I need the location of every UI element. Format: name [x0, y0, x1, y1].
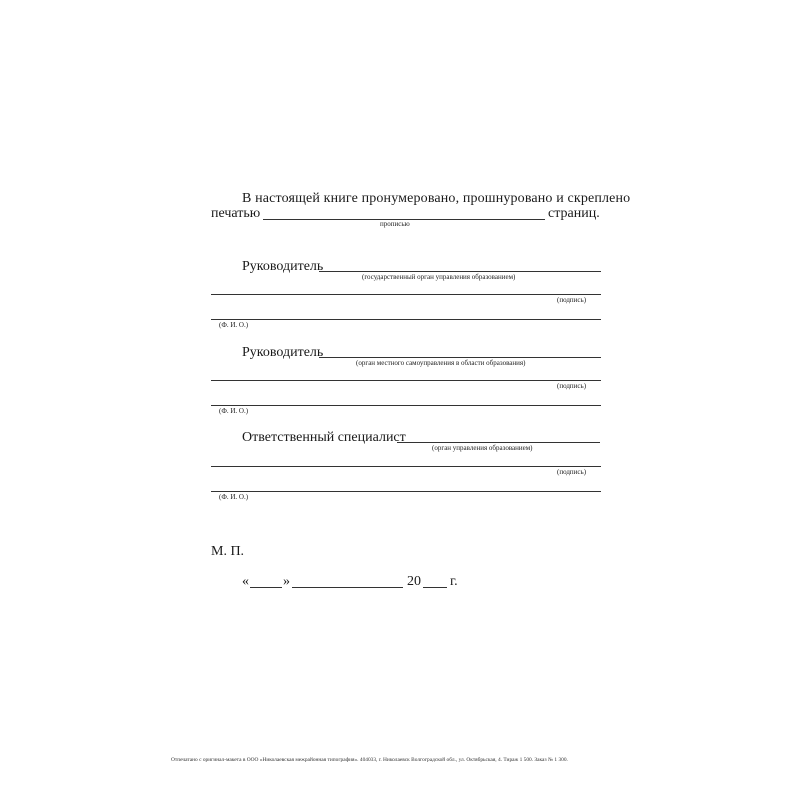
section-1-sign-line [211, 294, 601, 295]
section-1-fio-caption: (Ф. И. О.) [219, 321, 249, 329]
section-1-role: Руководитель [242, 259, 324, 274]
intro-line-2-end: страниц. [548, 206, 600, 221]
section-1-sign-caption: (подпись) [557, 296, 587, 304]
date-year-prefix: 20 [407, 574, 421, 589]
footer-imprint: Отпечатано с оригинал-макета в ООО «Николаевская межрайонная типография». 404033, г. Николаевск Волгоградской обл., ул. Октябрьская, 4. Тираж 1 500. Заказ № 1 300. [171, 757, 568, 763]
intro-line-1: В настоящей книге пронумеровано, прошнуровано и скреплено [242, 191, 631, 206]
section-1-org-caption: (государственный орган управления образованием) [362, 273, 516, 281]
section-2-sign-caption: (подпись) [557, 382, 587, 390]
section-2-fio-line [211, 405, 601, 406]
section-2-org-caption: (орган местного самоуправления в области образования) [356, 359, 526, 367]
section-1-fio-line [211, 319, 601, 320]
date-month-blank-line [292, 587, 403, 588]
date-close-quote: » [283, 574, 290, 589]
section-2-sign-line [211, 380, 601, 381]
section-2-role: Руководитель [242, 345, 324, 360]
date-year-blank-line [423, 587, 447, 588]
date-day-blank-line [250, 587, 282, 588]
date-open-quote: « [242, 574, 249, 589]
section-3-sign-caption: (подпись) [557, 468, 587, 476]
intro-caption: прописью [380, 220, 410, 228]
section-2-org-line [319, 357, 601, 358]
section-3-org-line [397, 442, 600, 443]
section-3-fio-caption: (Ф. И. О.) [219, 493, 249, 501]
section-3-sign-line [211, 466, 601, 467]
intro-line-2-start: печатью [211, 206, 261, 221]
section-3-role: Ответственный специалист [242, 430, 406, 445]
stamp-label: М. П. [211, 544, 245, 559]
section-3-org-caption: (орган управления образованием) [432, 444, 533, 452]
section-1-org-line [319, 271, 601, 272]
section-2-fio-caption: (Ф. И. О.) [219, 407, 249, 415]
date-year-suffix: г. [450, 574, 458, 589]
section-3-fio-line [211, 491, 601, 492]
